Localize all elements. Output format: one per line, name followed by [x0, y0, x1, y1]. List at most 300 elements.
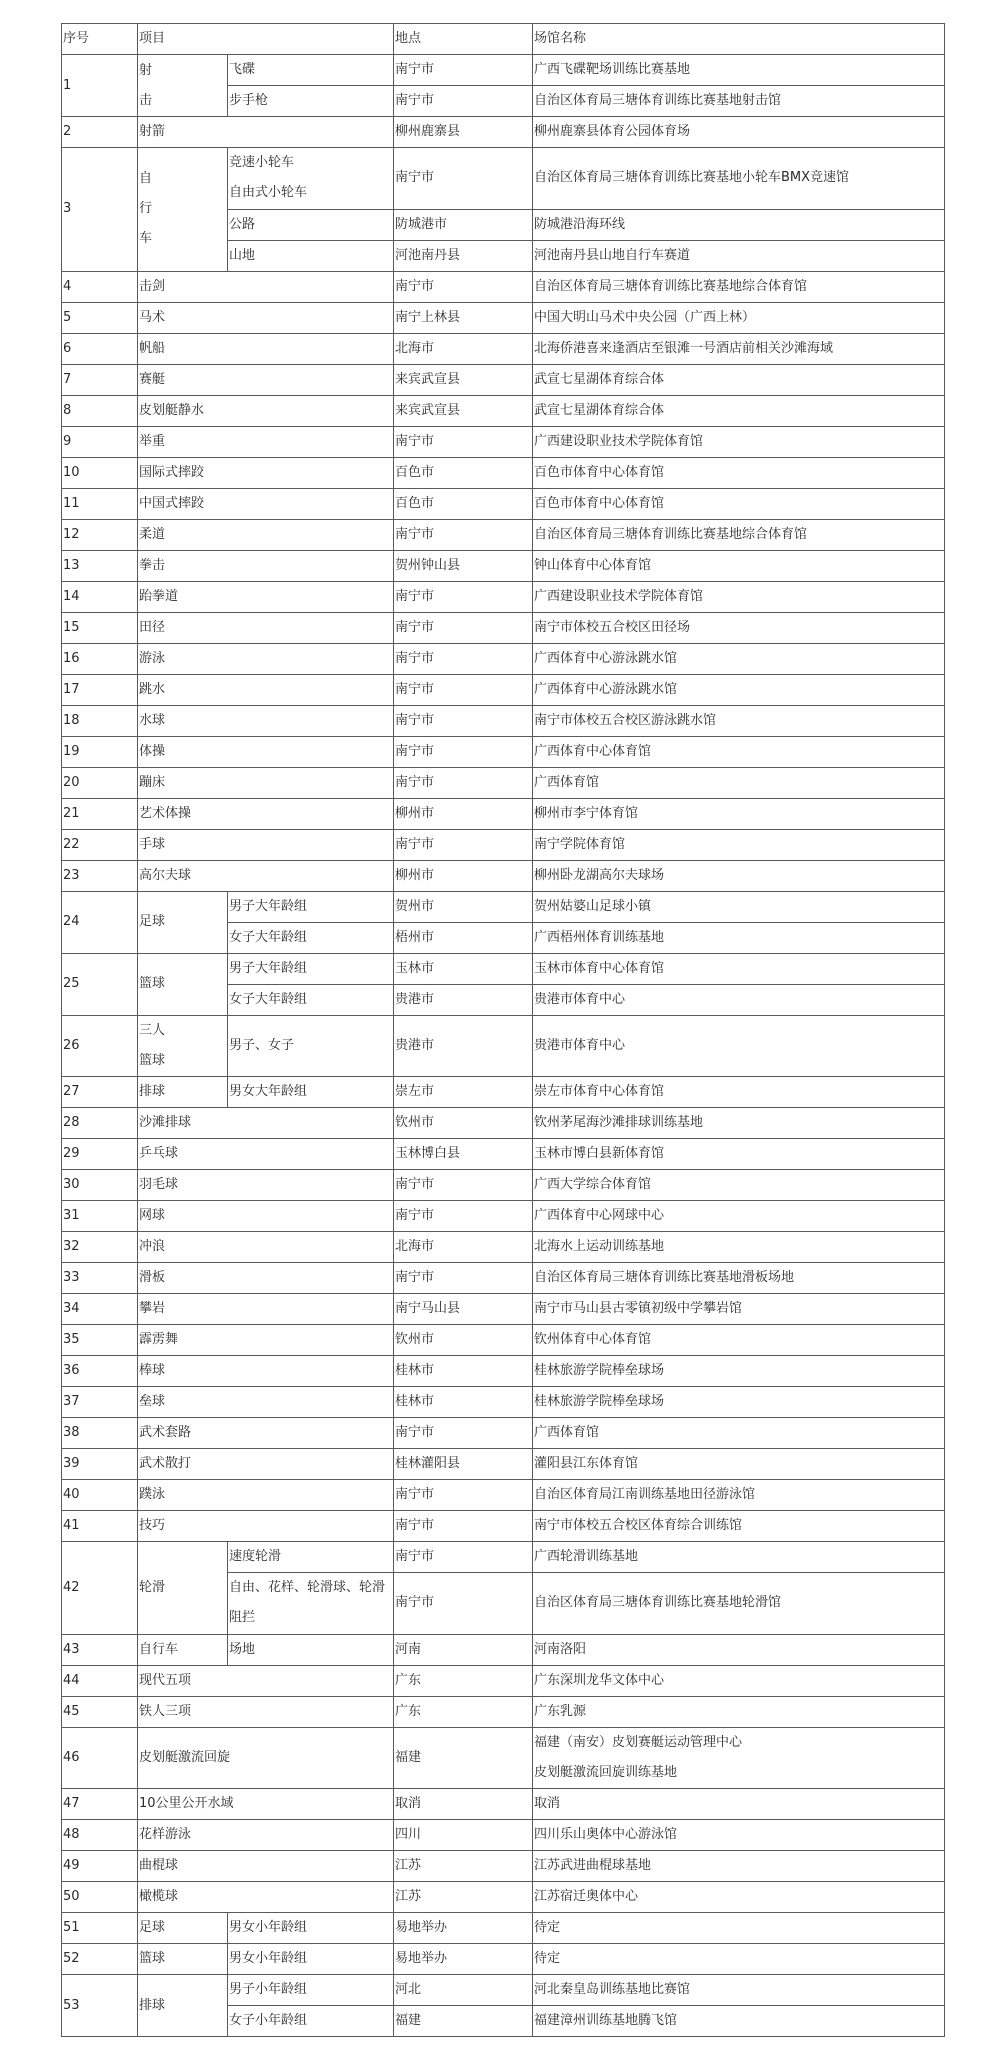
- row-number: 41: [62, 1511, 138, 1542]
- venue-name: 广东乳源: [533, 1696, 945, 1727]
- item-name: 马术: [138, 302, 394, 333]
- venue-name: 百色市体育中心体育馆: [533, 488, 945, 519]
- venue-name: 自治区体育局三塘体育训练比赛基地综合体育馆: [533, 519, 945, 550]
- venue-name: 广西大学综合体育馆: [533, 1170, 945, 1201]
- table-row: [62, 1232, 945, 1263]
- location: 桂林灌阳县: [394, 1449, 533, 1480]
- location: 南宁市: [394, 426, 533, 457]
- table-row: [62, 891, 945, 922]
- table-row: [62, 1820, 945, 1851]
- location: 北海市: [394, 1232, 533, 1263]
- table-row: [62, 1851, 945, 1882]
- item-name: 射箭: [138, 117, 394, 148]
- location: 四川: [394, 1820, 533, 1851]
- venue-name: 自治区体育局三塘体育训练比赛基地综合体育馆: [533, 271, 945, 302]
- item-name: 高尔夫球: [138, 860, 394, 891]
- venue-name: 自治区体育局江南训练基地田径游泳馆: [533, 1480, 945, 1511]
- location: 南宁市: [394, 1480, 533, 1511]
- row-number: 7: [62, 364, 138, 395]
- table-row: [62, 1108, 945, 1139]
- venue-name: 南宁市体校五合校区田径场: [533, 612, 945, 643]
- item-name: 垒球: [138, 1387, 394, 1418]
- row-number: 46: [62, 1727, 138, 1789]
- item-name: 赛艇: [138, 364, 394, 395]
- item-name: 网球: [138, 1201, 394, 1232]
- table-row: [62, 488, 945, 519]
- table-row: [62, 1480, 945, 1511]
- item-name: 国际式摔跤: [138, 457, 394, 488]
- location: 江苏: [394, 1882, 533, 1913]
- venue-name: 南宁市体校五合校区体育综合训练馆: [533, 1511, 945, 1542]
- venue-name: 防城港沿海环线: [533, 209, 945, 240]
- row-number: 34: [62, 1294, 138, 1325]
- venue-name: 广西体育中心体育馆: [533, 736, 945, 767]
- row-number: 51: [62, 1913, 138, 1944]
- row-number: 53: [62, 1975, 138, 2037]
- row-number: 5: [62, 302, 138, 333]
- row-number: 3: [62, 148, 138, 272]
- table-row: [62, 736, 945, 767]
- location: 取消: [394, 1789, 533, 1820]
- item-name: 现代五项: [138, 1665, 394, 1696]
- venue-name: 江苏武进曲棍球基地: [533, 1851, 945, 1882]
- table-row: [62, 1201, 945, 1232]
- venue-name: 广西轮滑训练基地: [533, 1542, 945, 1573]
- location: 南宁市: [394, 581, 533, 612]
- location: 柳州鹿寨县: [394, 117, 533, 148]
- table-row: [62, 1913, 945, 1944]
- table-row: [62, 1139, 945, 1170]
- item-name: 自行车: [138, 1634, 228, 1665]
- item-name: 篮球: [138, 1944, 228, 1975]
- item-name: 柔道: [138, 519, 394, 550]
- item-name: 跳水: [138, 674, 394, 705]
- row-number: 6: [62, 333, 138, 364]
- row-number: 42: [62, 1542, 138, 1635]
- sub-item: 速度轮滑: [228, 1542, 394, 1573]
- location: 贺州市: [394, 891, 533, 922]
- venue-name: 河池南丹县山地自行车赛道: [533, 240, 945, 271]
- location: 钦州市: [394, 1108, 533, 1139]
- table-body: [62, 55, 945, 2037]
- item-name: 铁人三项: [138, 1696, 394, 1727]
- venue-name: 武宣七星湖体育综合体: [533, 364, 945, 395]
- location: 南宁市: [394, 643, 533, 674]
- item-name: 拳击: [138, 550, 394, 581]
- venue-name: 福建（南安）皮划赛艇运动管理中心 皮划艇激流回旋训练基地: [533, 1727, 945, 1789]
- location: 南宁市: [394, 1542, 533, 1573]
- item-name: 棒球: [138, 1356, 394, 1387]
- location: 贺州钟山县: [394, 550, 533, 581]
- row-number: 1: [62, 55, 138, 117]
- location: 南宁市: [394, 674, 533, 705]
- row-number: 36: [62, 1356, 138, 1387]
- sub-item: 男子大年龄组: [228, 891, 394, 922]
- venue-name: 桂林旅游学院棒垒球场: [533, 1387, 945, 1418]
- venue-name: 自治区体育局三塘体育训练比赛基地滑板场地: [533, 1263, 945, 1294]
- item-name: 攀岩: [138, 1294, 394, 1325]
- table-row: [62, 1170, 945, 1201]
- row-number: 11: [62, 488, 138, 519]
- row-number: 39: [62, 1449, 138, 1480]
- location: 南宁市: [394, 705, 533, 736]
- sub-item: 步手枪: [228, 86, 394, 117]
- location: 易地举办: [394, 1944, 533, 1975]
- row-number: 49: [62, 1851, 138, 1882]
- row-number: 43: [62, 1634, 138, 1665]
- location: 南宁市: [394, 271, 533, 302]
- item-name: 蹦床: [138, 767, 394, 798]
- location: 北海市: [394, 333, 533, 364]
- venue-name: 灌阳县江东体育馆: [533, 1449, 945, 1480]
- table-row: [62, 117, 945, 148]
- location: 南宁市: [394, 1573, 533, 1635]
- venue-name: 柳州鹿寨县体育公园体育场: [533, 117, 945, 148]
- header-row: [62, 24, 945, 55]
- row-number: 27: [62, 1077, 138, 1108]
- venue-name: 福建漳州训练基地腾飞馆: [533, 2006, 945, 2037]
- venue-name: 广西体育中心游泳跳水馆: [533, 643, 945, 674]
- row-number: 28: [62, 1108, 138, 1139]
- venue-name: 江苏宿迁奥体中心: [533, 1882, 945, 1913]
- venue-name: 桂林旅游学院棒垒球场: [533, 1356, 945, 1387]
- location: 来宾武宣县: [394, 364, 533, 395]
- location: 玉林博白县: [394, 1139, 533, 1170]
- venue-name: 待定: [533, 1913, 945, 1944]
- table-row: [62, 1077, 945, 1108]
- sub-item: 男子小年龄组: [228, 1975, 394, 2006]
- item-name: 足球: [138, 891, 228, 953]
- venue-name: 四川乐山奥体中心游泳馆: [533, 1820, 945, 1851]
- row-number: 15: [62, 612, 138, 643]
- row-number: 22: [62, 829, 138, 860]
- venue-name: 河南洛阳: [533, 1634, 945, 1665]
- item-name: 帆船: [138, 333, 394, 364]
- table-row: [62, 1449, 945, 1480]
- item-name: 乒乓球: [138, 1139, 394, 1170]
- table-row: [62, 364, 945, 395]
- table-row: [62, 302, 945, 333]
- row-number: 47: [62, 1789, 138, 1820]
- table-row: [62, 798, 945, 829]
- sub-item: 公路: [228, 209, 394, 240]
- row-number: 17: [62, 674, 138, 705]
- location: 南宁市: [394, 1418, 533, 1449]
- row-number: 14: [62, 581, 138, 612]
- venue-name: 百色市体育中心体育馆: [533, 457, 945, 488]
- item-name: 武术套路: [138, 1418, 394, 1449]
- location: 桂林市: [394, 1387, 533, 1418]
- location: 河南: [394, 1634, 533, 1665]
- sub-item: 男女小年龄组: [228, 1913, 394, 1944]
- table-row: [62, 767, 945, 798]
- venue-name: 广西建设职业技术学院体育馆: [533, 426, 945, 457]
- table-row: [62, 457, 945, 488]
- row-number: 23: [62, 860, 138, 891]
- location: 南宁马山县: [394, 1294, 533, 1325]
- row-number: 26: [62, 1015, 138, 1077]
- venue-name: 取消: [533, 1789, 945, 1820]
- location: 南宁市: [394, 148, 533, 210]
- item-name: 举重: [138, 426, 394, 457]
- venue-name: 柳州市李宁体育馆: [533, 798, 945, 829]
- sub-item: 场地: [228, 1634, 394, 1665]
- sub-item: 男女大年龄组: [228, 1077, 394, 1108]
- table-row: [62, 860, 945, 891]
- table-row: [62, 1263, 945, 1294]
- table-row: [62, 1665, 945, 1696]
- row-number: 20: [62, 767, 138, 798]
- item-name: 沙滩排球: [138, 1108, 394, 1139]
- venue-name: 钦州体育中心体育馆: [533, 1325, 945, 1356]
- venue-name: 广西飞碟靶场训练比赛基地: [533, 55, 945, 86]
- table-row: [62, 148, 945, 210]
- sub-item: 女子小年龄组: [228, 2006, 394, 2037]
- row-number: 32: [62, 1232, 138, 1263]
- location: 福建: [394, 2006, 533, 2037]
- row-number: 25: [62, 953, 138, 1015]
- location: 百色市: [394, 457, 533, 488]
- location: 南宁市: [394, 86, 533, 117]
- location: 南宁市: [394, 1263, 533, 1294]
- row-number: 45: [62, 1696, 138, 1727]
- venue-name: 南宁市马山县古零镇初级中学攀岩馆: [533, 1294, 945, 1325]
- header-location: 地点: [394, 24, 533, 55]
- item-name: 游泳: [138, 643, 394, 674]
- venue-name: 广东深圳龙华文体中心: [533, 1665, 945, 1696]
- venue-name: 玉林市体育中心体育馆: [533, 953, 945, 984]
- venue-name: 北海水上运动训练基地: [533, 1232, 945, 1263]
- table-row: [62, 1944, 945, 1975]
- row-number: 2: [62, 117, 138, 148]
- row-number: 29: [62, 1139, 138, 1170]
- venue-name: 广西梧州体育训练基地: [533, 922, 945, 953]
- location: 贵港市: [394, 1015, 533, 1077]
- venue-table: [61, 23, 945, 2037]
- item-name: 跆拳道: [138, 581, 394, 612]
- venue-name: 待定: [533, 1944, 945, 1975]
- location: 柳州市: [394, 798, 533, 829]
- item-name: 10公里公开水域: [138, 1789, 394, 1820]
- item-name: 橄榄球: [138, 1882, 394, 1913]
- table-row: [62, 1356, 945, 1387]
- table-row: [62, 953, 945, 984]
- table-row: [62, 333, 945, 364]
- location: 防城港市: [394, 209, 533, 240]
- row-number: 30: [62, 1170, 138, 1201]
- location: 南宁市: [394, 612, 533, 643]
- table-row: [62, 1727, 945, 1789]
- item-name: 冲浪: [138, 1232, 394, 1263]
- venue-name: 玉林市博白县新体育馆: [533, 1139, 945, 1170]
- table-row: [62, 550, 945, 581]
- row-number: 8: [62, 395, 138, 426]
- item-name: 排球: [138, 1077, 228, 1108]
- item-name: 轮滑: [138, 1542, 228, 1635]
- venue-name: 广西体育馆: [533, 767, 945, 798]
- sub-item: 山地: [228, 240, 394, 271]
- table-row: [62, 1015, 945, 1077]
- location: 南宁市: [394, 1511, 533, 1542]
- item-name: 花样游泳: [138, 1820, 394, 1851]
- item-name: 篮球: [138, 953, 228, 1015]
- row-number: 13: [62, 550, 138, 581]
- row-number: 52: [62, 1944, 138, 1975]
- header-no: 序号: [62, 24, 138, 55]
- location: 柳州市: [394, 860, 533, 891]
- location: 南宁市: [394, 767, 533, 798]
- location: 河北: [394, 1975, 533, 2006]
- row-number: 44: [62, 1665, 138, 1696]
- table-row: [62, 612, 945, 643]
- item-name: 击剑: [138, 271, 394, 302]
- item-name: 艺术体操: [138, 798, 394, 829]
- item-name: 田径: [138, 612, 394, 643]
- item-name: 武术散打: [138, 1449, 394, 1480]
- venue-name: 南宁学院体育馆: [533, 829, 945, 860]
- table-row: [62, 581, 945, 612]
- item-name: 滑板: [138, 1263, 394, 1294]
- venue-name: 贺州姑婆山足球小镇: [533, 891, 945, 922]
- venue-name: 贵港市体育中心: [533, 1015, 945, 1077]
- sub-item: 女子大年龄组: [228, 922, 394, 953]
- row-number: 9: [62, 426, 138, 457]
- location: 贵港市: [394, 984, 533, 1015]
- sub-item: 男子、女子: [228, 1015, 394, 1077]
- table-row: [62, 395, 945, 426]
- location: 钦州市: [394, 1325, 533, 1356]
- item-name: 三人 篮球: [138, 1015, 228, 1077]
- item-name: 排球: [138, 1975, 228, 2037]
- table-row: [62, 1696, 945, 1727]
- row-number: 33: [62, 1263, 138, 1294]
- location: 崇左市: [394, 1077, 533, 1108]
- location: 易地举办: [394, 1913, 533, 1944]
- row-number: 12: [62, 519, 138, 550]
- item-name: 技巧: [138, 1511, 394, 1542]
- row-number: 16: [62, 643, 138, 674]
- table-row: [62, 1325, 945, 1356]
- table-row: [62, 643, 945, 674]
- location: 玉林市: [394, 953, 533, 984]
- table-row: [62, 1542, 945, 1573]
- table-row: [62, 1418, 945, 1449]
- row-number: 37: [62, 1387, 138, 1418]
- sub-item: 女子大年龄组: [228, 984, 394, 1015]
- location: 河池南丹县: [394, 240, 533, 271]
- venue-name: 武宣七星湖体育综合体: [533, 395, 945, 426]
- venue-name: 广西建设职业技术学院体育馆: [533, 581, 945, 612]
- table-row: [62, 519, 945, 550]
- row-number: 4: [62, 271, 138, 302]
- table-row: [62, 1634, 945, 1665]
- table-row: [62, 1882, 945, 1913]
- item-name: 手球: [138, 829, 394, 860]
- venue-name: 柳州卧龙湖高尔夫球场: [533, 860, 945, 891]
- table-row: [62, 1511, 945, 1542]
- table-row: [62, 674, 945, 705]
- venue-name: 北海侨港喜来逢酒店至银滩一号酒店前相关沙滩海域: [533, 333, 945, 364]
- venue-name: 自治区体育局三塘体育训练比赛基地小轮车BMX竞速馆: [533, 148, 945, 210]
- venue-name: 钟山体育中心体育馆: [533, 550, 945, 581]
- sub-item: 自由、花样、轮滑球、轮滑阻拦: [228, 1573, 394, 1635]
- venue-name: 广西体育中心网球中心: [533, 1201, 945, 1232]
- row-number: 48: [62, 1820, 138, 1851]
- item-name: 蹼泳: [138, 1480, 394, 1511]
- table-row: [62, 1387, 945, 1418]
- item-name: 霹雳舞: [138, 1325, 394, 1356]
- location: 梧州市: [394, 922, 533, 953]
- table-row: [62, 55, 945, 86]
- location: 南宁市: [394, 1201, 533, 1232]
- venue-name: 中国大明山马术中央公园（广西上林）: [533, 302, 945, 333]
- row-number: 19: [62, 736, 138, 767]
- venue-name: 广西体育中心游泳跳水馆: [533, 674, 945, 705]
- item-name: 曲棍球: [138, 1851, 394, 1882]
- item-name: 足球: [138, 1913, 228, 1944]
- row-number: 24: [62, 891, 138, 953]
- table-row: [62, 705, 945, 736]
- table-row: [62, 1975, 945, 2006]
- venue-name: 钦州茅尾海沙滩排球训练基地: [533, 1108, 945, 1139]
- venue-name: 贵港市体育中心: [533, 984, 945, 1015]
- location: 福建: [394, 1727, 533, 1789]
- row-number: 35: [62, 1325, 138, 1356]
- venue-name: 广西体育馆: [533, 1418, 945, 1449]
- venue-name: 自治区体育局三塘体育训练比赛基地射击馆: [533, 86, 945, 117]
- row-number: 18: [62, 705, 138, 736]
- location: 南宁市: [394, 519, 533, 550]
- venue-name: 自治区体育局三塘体育训练比赛基地轮滑馆: [533, 1573, 945, 1635]
- venue-name: 河北秦皇岛训练基地比赛馆: [533, 1975, 945, 2006]
- location: 南宁市: [394, 55, 533, 86]
- table-row: [62, 271, 945, 302]
- item-name: 皮划艇激流回旋: [138, 1727, 394, 1789]
- row-number: 40: [62, 1480, 138, 1511]
- item-name: 体操: [138, 736, 394, 767]
- table-row: [62, 1294, 945, 1325]
- location: 来宾武宣县: [394, 395, 533, 426]
- venue-name: 南宁市体校五合校区游泳跳水馆: [533, 705, 945, 736]
- location: 广东: [394, 1696, 533, 1727]
- location: 南宁市: [394, 829, 533, 860]
- row-number: 38: [62, 1418, 138, 1449]
- item-name: 自 行 车: [138, 148, 228, 272]
- location: 南宁市: [394, 736, 533, 767]
- location: 百色市: [394, 488, 533, 519]
- item-name: 射 击: [138, 55, 228, 117]
- item-name: 水球: [138, 705, 394, 736]
- row-number: 50: [62, 1882, 138, 1913]
- venue-name: 崇左市体育中心体育馆: [533, 1077, 945, 1108]
- location: 广东: [394, 1665, 533, 1696]
- location: 南宁上林县: [394, 302, 533, 333]
- table-row: [62, 1789, 945, 1820]
- sub-item: 飞碟: [228, 55, 394, 86]
- sub-item: 男子大年龄组: [228, 953, 394, 984]
- table-row: [62, 426, 945, 457]
- row-number: 10: [62, 457, 138, 488]
- header-item: 项目: [138, 24, 394, 55]
- row-number: 31: [62, 1201, 138, 1232]
- location: 江苏: [394, 1851, 533, 1882]
- item-name: 皮划艇静水: [138, 395, 394, 426]
- header-venue: 场馆名称: [533, 24, 945, 55]
- location: 桂林市: [394, 1356, 533, 1387]
- row-number: 21: [62, 798, 138, 829]
- sub-item: 竞速小轮车 自由式小轮车: [228, 148, 394, 210]
- table-row: [62, 829, 945, 860]
